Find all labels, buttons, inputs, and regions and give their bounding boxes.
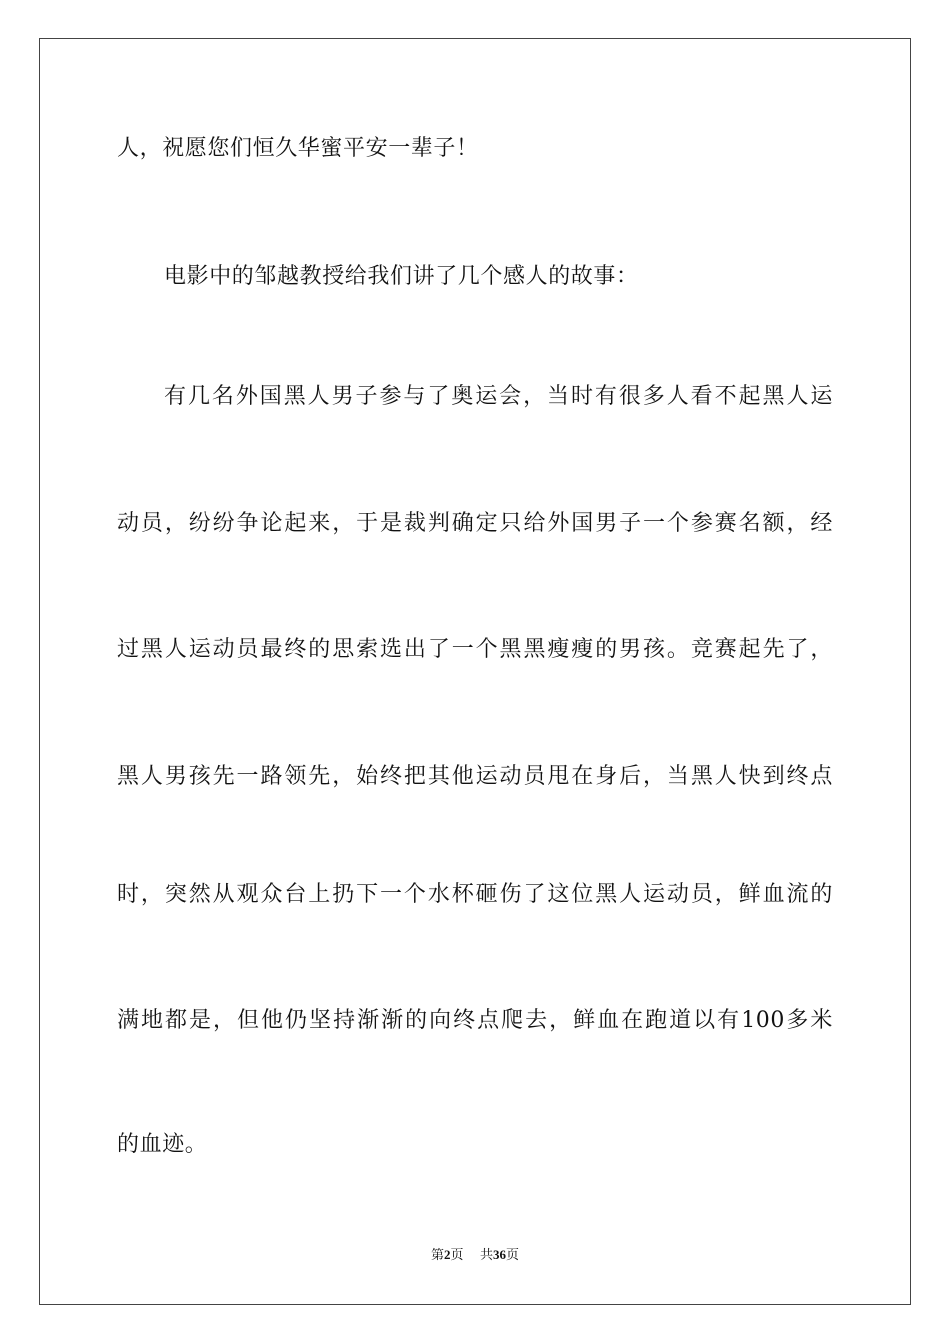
page-border xyxy=(39,38,911,1305)
page-footer xyxy=(0,1245,950,1266)
total-prefix: 共 xyxy=(480,1248,494,1263)
paragraph-line: 时，突然从观众台上扔下一个水杯砸伤了这位黑人运动员，鲜血流的 xyxy=(117,882,833,907)
total-suffix: 页 xyxy=(506,1248,520,1263)
paragraph-line: 电影中的邹越教授给我们讲了几个感人的故事： xyxy=(164,264,639,289)
paragraph-line: 黑人男孩先一路领先，始终把其他运动员甩在身后，当黑人快到终点 xyxy=(117,764,833,789)
paragraph-line: 动员，纷纷争论起来，于是裁判确定只给外国男子一个参赛名额，经 xyxy=(117,511,833,536)
page-number: 2 xyxy=(443,1247,451,1262)
paragraph-line: 有几名外国黑人男子参与了奥运会，当时有很多人看不起黑人运 xyxy=(164,384,833,409)
page-prefix: 第 xyxy=(430,1248,444,1263)
paragraph-line: 过黑人运动员最终的思索选出了一个黑黑瘦瘦的男孩。竞赛起先了， xyxy=(117,637,833,662)
paragraph-line: 人，祝愿您们恒久华蜜平安一辈子！ xyxy=(117,136,479,161)
paragraph-line: 的血迹。 xyxy=(117,1132,208,1157)
page-suffix: 页 xyxy=(450,1248,464,1263)
total-pages: 36 xyxy=(493,1247,507,1262)
paragraph-line: 满地都是，但他仍坚持渐渐的向终点爬去，鲜血在跑道以有100多米 xyxy=(117,1008,833,1033)
